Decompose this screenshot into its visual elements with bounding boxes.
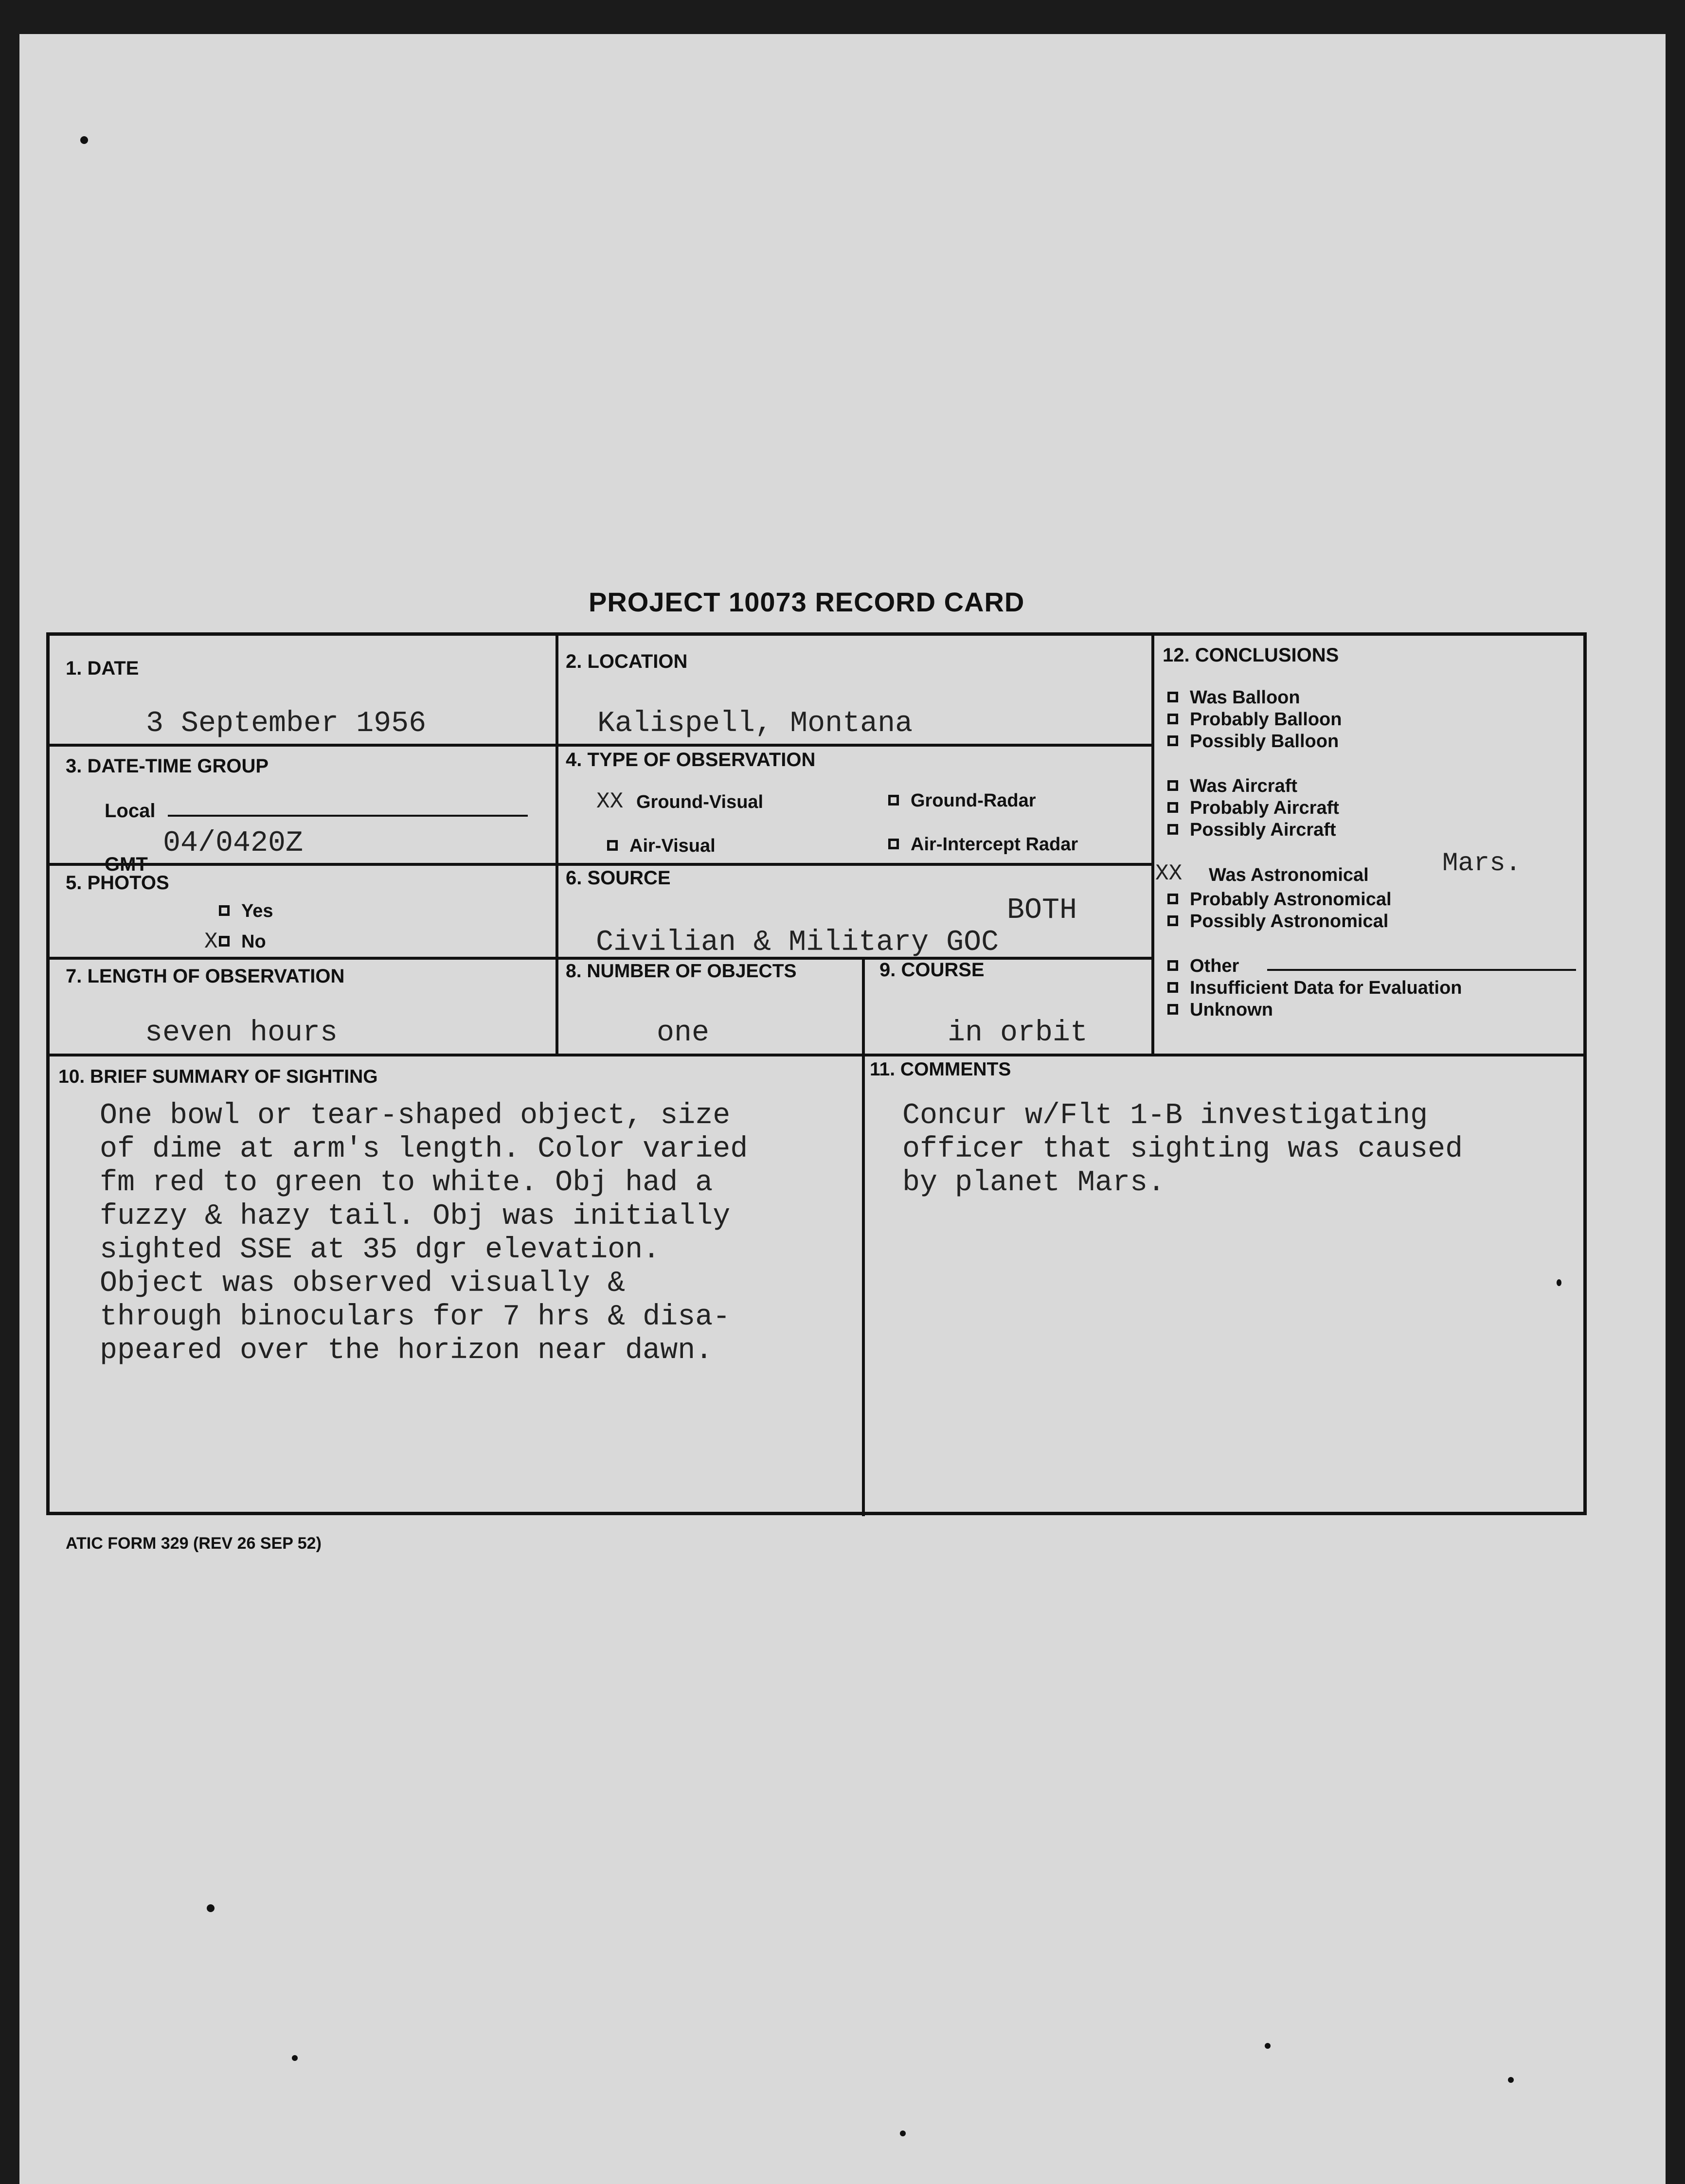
conclusion-was-balloon-label: Was Balloon <box>1190 687 1300 708</box>
conclusion-probably-aircraft[interactable] <box>1167 798 1339 819</box>
number-of-objects-value: one <box>657 1017 710 1050</box>
conclusion-possibly-astronomical-label: Possibly Astronomical <box>1190 911 1389 931</box>
brief-summary-label: 10. BRIEF SUMMARY OF SIGHTING <box>58 1066 378 1087</box>
conclusion-other-label: Other <box>1190 956 1239 976</box>
scan-speck <box>1265 2043 1271 2049</box>
conclusion-was-astronomical-label: Was Astronomical <box>1209 865 1369 885</box>
option-ground-visual[interactable] <box>636 792 763 813</box>
date-time-group-label: 3. DATE-TIME GROUP <box>66 755 269 777</box>
option-ground-radar[interactable] <box>888 790 1036 811</box>
checkbox-icon <box>1167 894 1178 904</box>
local-label: Local <box>105 800 156 822</box>
option-photos-yes-label: Yes <box>241 901 273 921</box>
conclusion-probably-astronomical-label: Probably Astronomical <box>1190 889 1392 910</box>
local-underline <box>168 815 528 817</box>
rule-row1 <box>50 744 1151 747</box>
option-photos-no-label: No <box>241 931 266 952</box>
form-id: ATIC FORM 329 (REV 26 SEP 52) <box>66 1534 322 1553</box>
conclusion-insufficient-data-label: Insufficient Data for Evaluation <box>1190 978 1462 998</box>
was-astronomical-note: Mars. <box>1442 849 1522 878</box>
checkbox-icon <box>1167 780 1178 791</box>
checkbox-icon <box>1167 824 1178 835</box>
option-photos-no[interactable] <box>219 931 266 952</box>
card-title: PROJECT 10073 RECORD CARD <box>589 587 1025 617</box>
source-value-line2: Civilian & Military GOC <box>596 926 999 959</box>
course-value: in orbit <box>948 1017 1088 1050</box>
conclusion-possibly-astronomical[interactable] <box>1167 911 1388 932</box>
rule-col2 <box>862 957 865 1516</box>
source-value-line1: BOTH <box>1007 894 1077 927</box>
photos-no-check-mark: X <box>204 929 218 954</box>
conclusion-possibly-balloon-label: Possibly Balloon <box>1190 731 1339 752</box>
comments-label: 11. COMMENTS <box>870 1059 1011 1080</box>
rule-row4 <box>50 1054 1583 1056</box>
option-air-intercept-radar[interactable] <box>888 834 1078 855</box>
gmt-underline <box>156 863 528 865</box>
scan-speck <box>1508 2077 1514 2083</box>
conclusion-was-astronomical[interactable] <box>1209 865 1369 886</box>
number-of-objects-label: 8. NUMBER OF OBJECTS <box>566 961 797 982</box>
gmt-label: GMT <box>105 854 148 875</box>
conclusion-possibly-balloon[interactable] <box>1167 731 1339 752</box>
option-ground-radar-label: Ground-Radar <box>911 790 1036 811</box>
date-value: 3 September 1956 <box>146 707 427 740</box>
conclusion-was-aircraft-label: Was Aircraft <box>1190 776 1298 796</box>
location-label: 2. LOCATION <box>566 651 688 672</box>
gmt-value: 04/0420Z <box>163 827 304 860</box>
conclusion-insufficient-data[interactable] <box>1167 978 1462 999</box>
scan-speck <box>207 1904 215 1912</box>
option-air-visual-label: Air-Visual <box>629 836 716 856</box>
checkbox-icon <box>1167 714 1178 724</box>
conclusion-probably-aircraft-label: Probably Aircraft <box>1190 798 1339 818</box>
scan-speck <box>1557 1279 1561 1286</box>
option-air-visual[interactable] <box>607 836 716 857</box>
brief-summary-text: One bowl or tear-shaped object, size of dime at arm's length. Color varied fm red to green to white. Obj had a fuzzy & hazy tail. Obj was initially sighted SSE at 35 dgr elevation. Object was observed visually & through binoculars for 7 hrs & disa- ppeared over the horizon near dawn. <box>100 1099 748 1367</box>
scan-speck <box>292 2055 298 2061</box>
rule-col1 <box>556 636 558 1054</box>
conclusion-unknown[interactable] <box>1167 1000 1273 1020</box>
checkbox-icon <box>888 795 899 806</box>
checkbox-icon <box>888 839 899 849</box>
checkbox-icon <box>1167 692 1178 702</box>
type-of-observation-label: 4. TYPE OF OBSERVATION <box>566 749 816 770</box>
length-of-observation-label: 7. LENGTH OF OBSERVATION <box>66 966 345 987</box>
conclusion-other[interactable] <box>1167 956 1239 977</box>
conclusion-was-balloon[interactable] <box>1167 687 1300 708</box>
date-label: 1. DATE <box>66 658 139 679</box>
was-astronomical-check-mark: XX <box>1155 861 1183 886</box>
checkbox-icon <box>607 840 618 851</box>
checkbox-icon <box>1167 915 1178 926</box>
ground-visual-check-mark: XX <box>596 789 624 814</box>
photos-label: 5. PHOTOS <box>66 872 169 894</box>
conclusion-probably-balloon-label: Probably Balloon <box>1190 709 1342 730</box>
option-ground-visual-label: Ground-Visual <box>636 792 764 812</box>
checkbox-icon <box>1167 960 1178 971</box>
source-label: 6. SOURCE <box>566 867 671 889</box>
conclusion-unknown-label: Unknown <box>1190 1000 1273 1020</box>
scan-speck <box>900 2130 906 2136</box>
conclusion-probably-astronomical[interactable] <box>1167 889 1392 910</box>
conclusion-probably-balloon[interactable] <box>1167 709 1342 730</box>
checkbox-icon <box>1167 982 1178 993</box>
scan-speck <box>80 136 88 144</box>
comments-text: Concur w/Flt 1-B investigating officer that sighting was caused by planet Mars. <box>902 1099 1463 1199</box>
conclusion-was-aircraft[interactable] <box>1167 776 1297 797</box>
length-of-observation-value: seven hours <box>145 1017 338 1050</box>
option-air-intercept-radar-label: Air-Intercept Radar <box>911 834 1078 855</box>
checkbox-icon <box>1167 1004 1178 1015</box>
course-label: 9. COURSE <box>879 959 985 981</box>
conclusion-possibly-aircraft[interactable] <box>1167 820 1336 841</box>
location-value: Kalispell, Montana <box>597 707 913 740</box>
conclusions-label: 12. CONCLUSIONS <box>1163 644 1339 666</box>
checkbox-icon <box>219 936 230 947</box>
checkbox-icon <box>1167 802 1178 813</box>
checkbox-icon <box>219 905 230 916</box>
checkbox-icon <box>1167 735 1178 746</box>
other-underline <box>1267 969 1576 971</box>
rule-col-conclusions <box>1151 636 1154 1054</box>
conclusion-possibly-aircraft-label: Possibly Aircraft <box>1190 820 1336 840</box>
option-photos-yes[interactable] <box>219 901 273 922</box>
